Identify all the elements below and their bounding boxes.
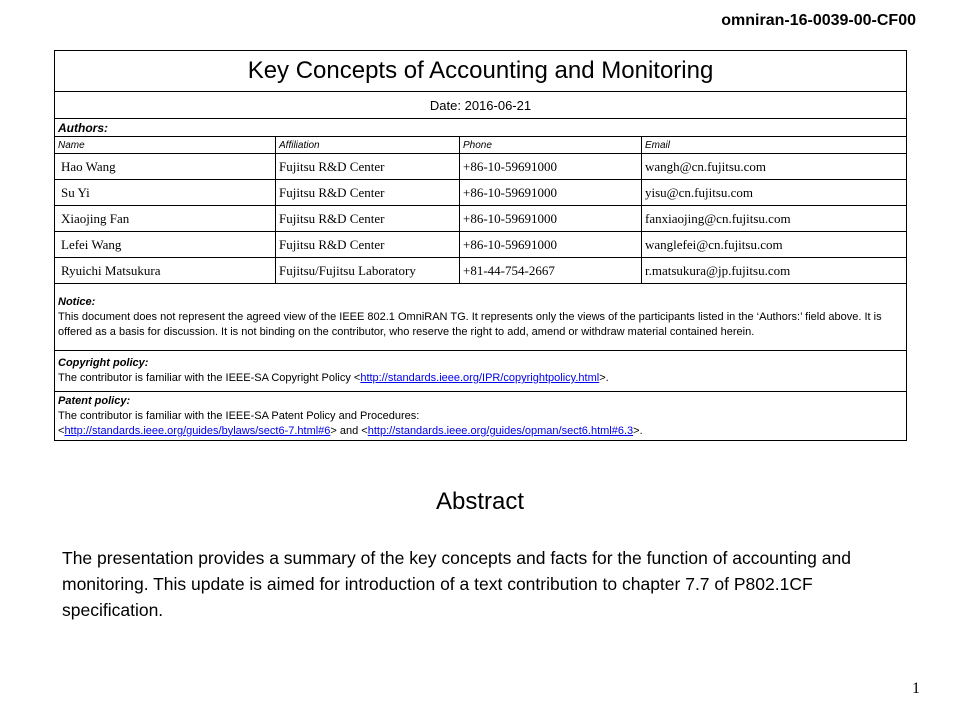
- patent-section: [55, 392, 907, 441]
- patent-opman-link[interactable]: http://standards.ieee.org/guides/opman/sect6.html#6.3: [367, 424, 634, 437]
- cover-table: [54, 50, 907, 441]
- column-header-name: Name: [55, 137, 276, 154]
- patent-mid: > and <: [330, 424, 368, 437]
- author-phone: +86-10-59691000: [460, 206, 642, 232]
- author-row: [55, 206, 907, 232]
- author-row: [55, 154, 907, 180]
- author-row: [55, 232, 907, 258]
- document-date: Date: 2016-06-21: [55, 92, 907, 119]
- author-email: yisu@cn.fujitsu.com: [642, 180, 907, 206]
- author-phone: +81-44-754-2667: [460, 258, 642, 284]
- author-email: wangh@cn.fujitsu.com: [642, 154, 907, 180]
- column-header-affiliation: Affiliation: [276, 137, 460, 154]
- author-email: wanglefei@cn.fujitsu.com: [642, 232, 907, 258]
- author-affiliation: Fujitsu R&D Center: [276, 232, 460, 258]
- copyright-label: Copyright policy:: [58, 357, 149, 369]
- author-name: Hao Wang: [55, 154, 276, 180]
- notice-label: Notice:: [58, 295, 96, 308]
- author-row: [55, 258, 907, 284]
- author-email: fanxiaojing@cn.fujitsu.com: [642, 206, 907, 232]
- author-name: Xiaojing Fan: [55, 206, 276, 232]
- author-affiliation: Fujitsu/Fujitsu Laboratory: [276, 258, 460, 284]
- author-affiliation: Fujitsu R&D Center: [276, 206, 460, 232]
- document-id: omniran-16-0039-00-CF00: [721, 12, 916, 29]
- patent-links: [58, 424, 903, 439]
- abstract-title: Abstract: [435, 488, 525, 515]
- notice-section: [55, 284, 907, 351]
- authors-heading: Authors:: [55, 119, 907, 137]
- copyright-text-before: The contributor is familiar with the IEEE-SA Copyright Policy <: [58, 372, 361, 384]
- author-phone: +86-10-59691000: [460, 154, 642, 180]
- author-phone: +86-10-59691000: [460, 232, 642, 258]
- author-name: Su Yi: [55, 180, 276, 206]
- author-affiliation: Fujitsu R&D Center: [276, 154, 460, 180]
- patent-bylaws-link[interactable]: http://standards.ieee.org/guides/bylaws/sect6-7.html#6: [64, 424, 331, 437]
- patent-label: Patent policy:: [58, 394, 131, 407]
- author-name: Lefei Wang: [55, 232, 276, 258]
- copyright-policy-link[interactable]: http://standards.ieee.org/IPR/copyrightpolicy.html: [360, 372, 600, 384]
- page-number: 1: [912, 680, 920, 697]
- patent-text: The contributor is familiar with the IEEE-SA Patent Policy and Procedures:: [58, 409, 420, 422]
- author-name: Ryuichi Matsukura: [55, 258, 276, 284]
- notice-text: This document does not represent the agreed view of the IEEE 802.1 OmniRAN TG. It represents only the views of the participants listed in the ‘Authors:’ field above. It is offered as a basis for discussion. It is not binding on the contributor, who reserve the right to add, amend or withdraw material contained herein.: [58, 310, 882, 338]
- patent-open: <: [58, 424, 65, 437]
- author-phone: +86-10-59691000: [460, 180, 642, 206]
- abstract-body: The presentation provides a summary of the key concepts and facts for the function of accounting and monitoring. This update is aimed for introduction of a text contribution to chapter 7.7 of P802.1CF specification.: [62, 548, 851, 620]
- copyright-text: [58, 371, 903, 386]
- authors-column-headers: [55, 137, 907, 154]
- column-header-phone: Phone: [460, 137, 642, 154]
- author-row: [55, 180, 907, 206]
- column-header-email: Email: [642, 137, 907, 154]
- copyright-text-after: >.: [599, 372, 609, 384]
- author-affiliation: Fujitsu R&D Center: [276, 180, 460, 206]
- copyright-section: [55, 351, 907, 392]
- author-email: r.matsukura@jp.fujitsu.com: [642, 258, 907, 284]
- patent-end: >.: [633, 424, 643, 437]
- document-title: Key Concepts of Accounting and Monitoring: [55, 51, 907, 92]
